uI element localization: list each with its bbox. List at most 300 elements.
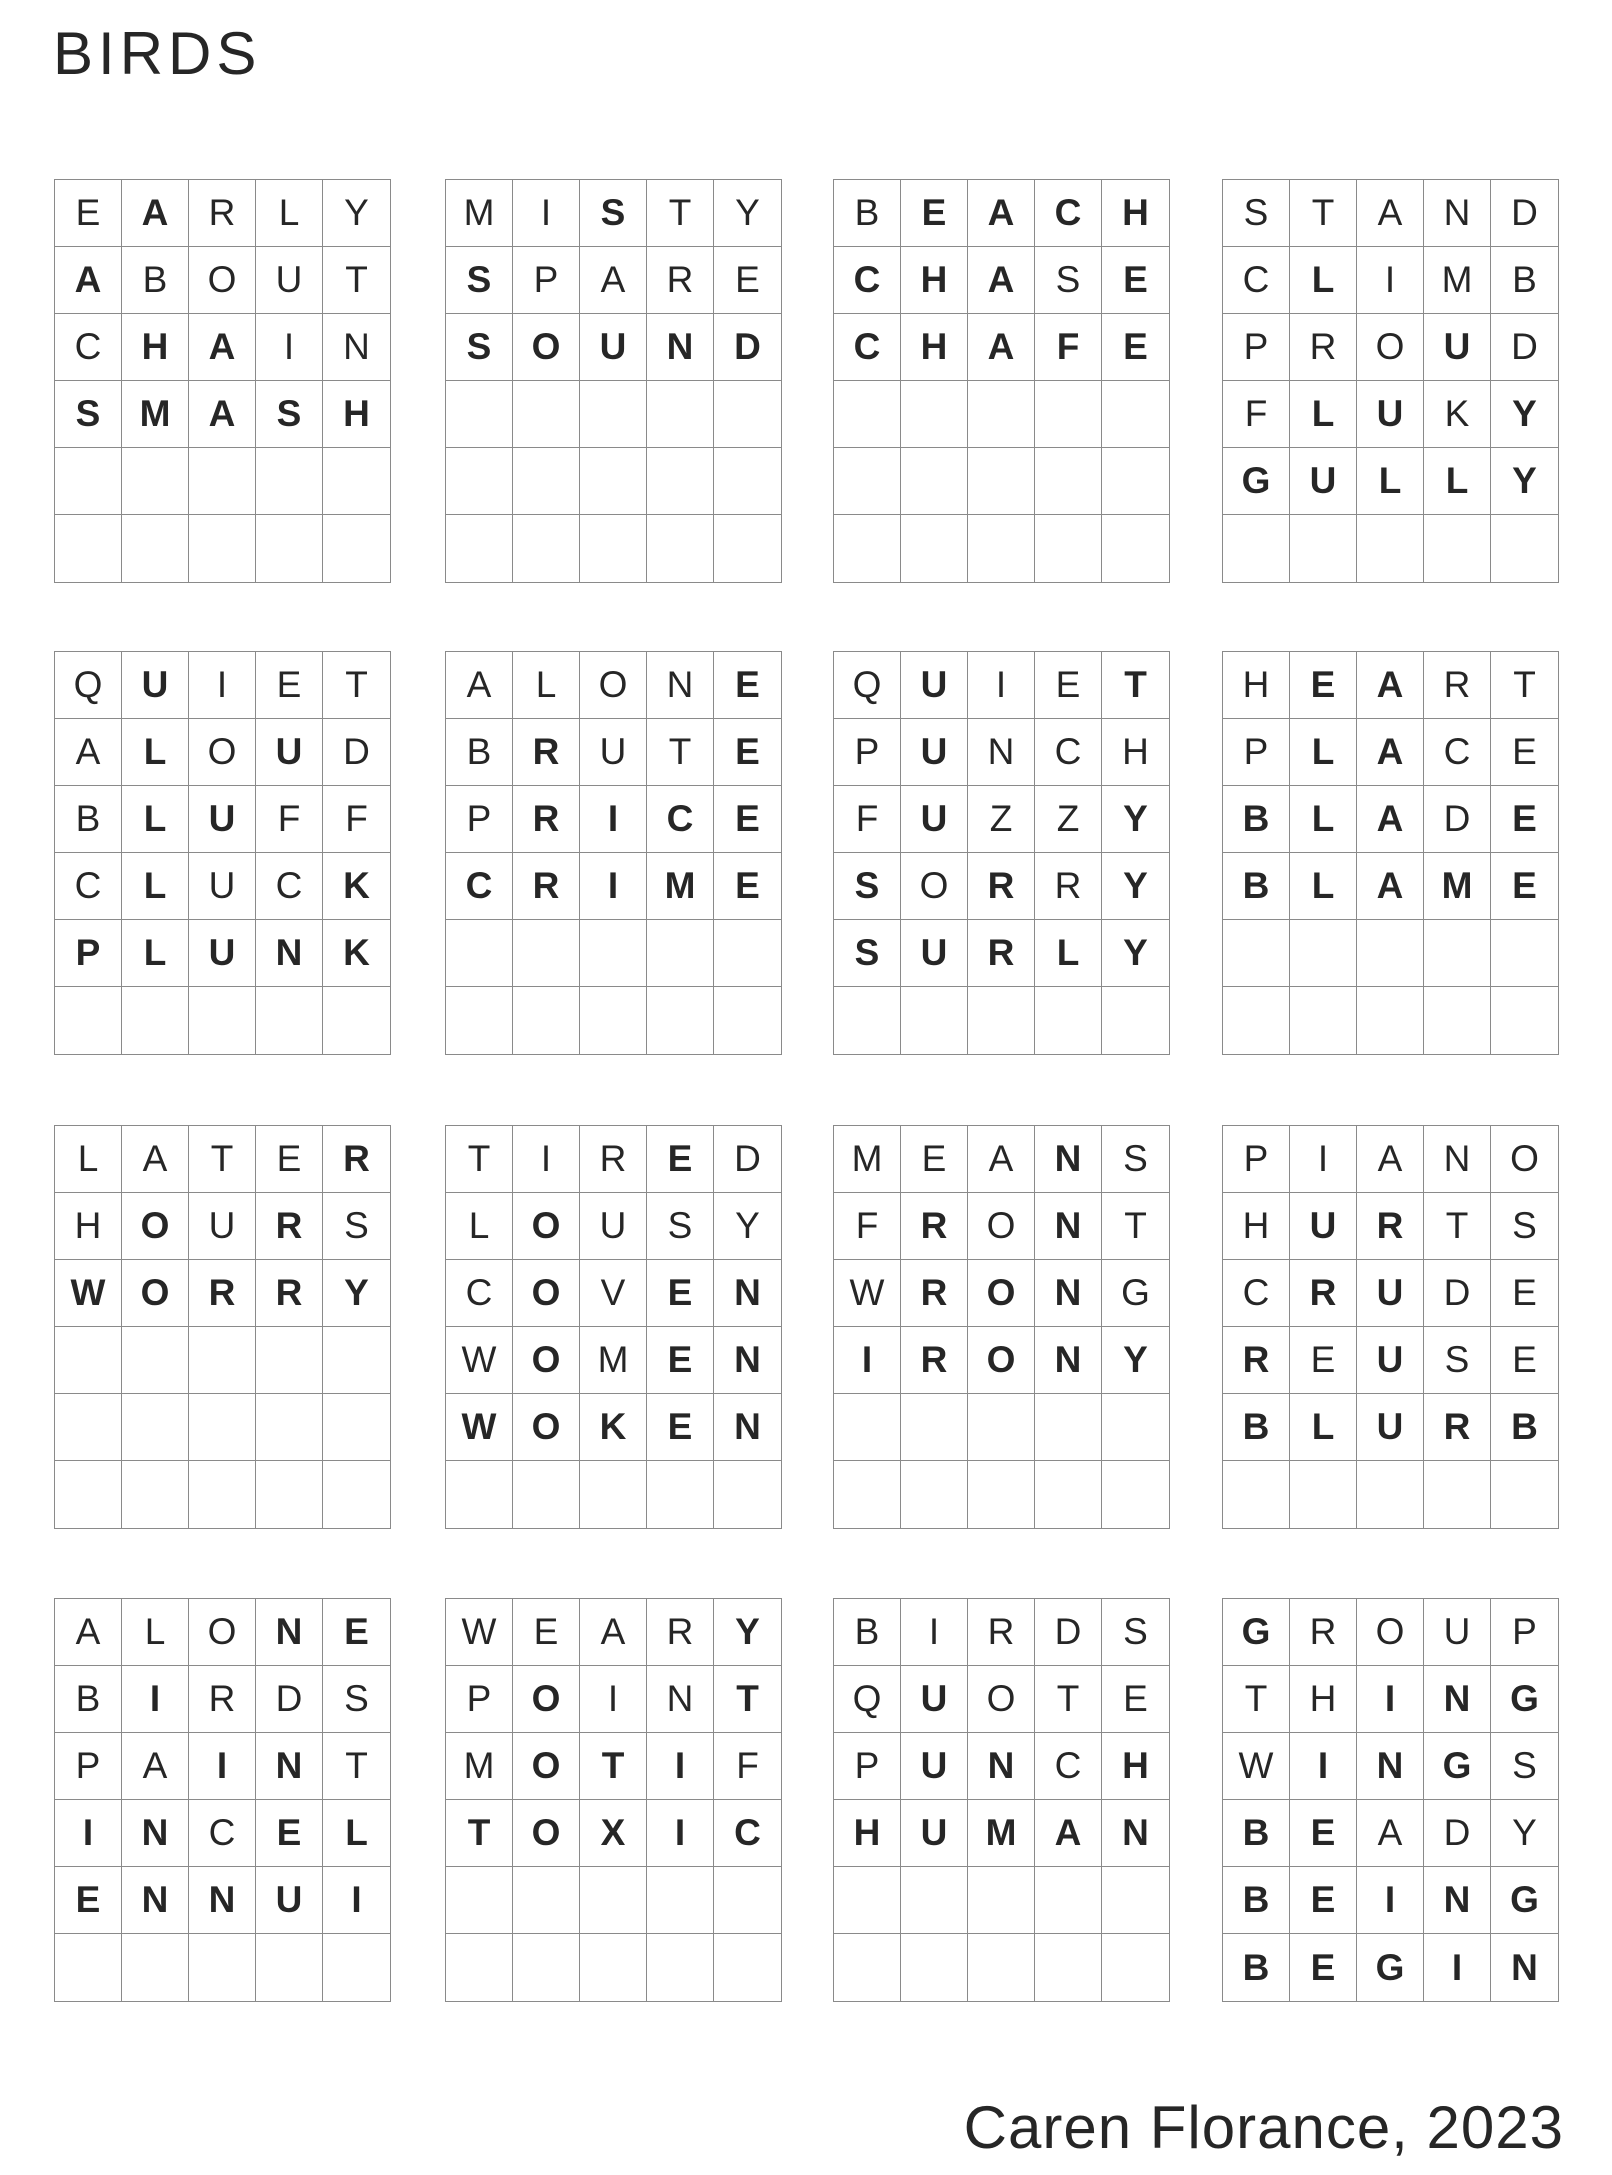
letter-cell: H [323,381,390,448]
letter-cell: M [647,853,714,920]
letter-cell [513,515,580,582]
letter-cell [647,1461,714,1528]
letter-cell: L [1357,448,1424,515]
letter-cell: A [580,247,647,314]
letter-cell [1491,987,1558,1054]
letter-cell: I [647,1800,714,1867]
letter-cell: Y [1491,1800,1558,1867]
letter-cell: D [1424,1260,1491,1327]
letter-cell: E [647,1260,714,1327]
letter-cell [1102,1394,1169,1461]
letter-cell: I [968,652,1035,719]
letter-cell: S [55,381,122,448]
letter-cell: E [714,719,781,786]
letter-cell [647,1867,714,1934]
letter-cell [446,920,513,987]
letter-cell: F [256,786,323,853]
letter-cell: N [1035,1260,1102,1327]
letter-cell: E [647,1126,714,1193]
letter-cell [714,448,781,515]
letter-cell: E [55,180,122,247]
letter-cell: C [1035,180,1102,247]
letter-cell [647,987,714,1054]
letter-cell: K [580,1394,647,1461]
letter-cell: O [968,1260,1035,1327]
letter-cell: N [256,1733,323,1800]
puzzle-grid-10 [445,1125,782,1529]
letter-cell: G [1491,1666,1558,1733]
letter-cell: L [122,719,189,786]
letter-cell: O [513,1327,580,1394]
letter-cell [1102,515,1169,582]
letter-cell: E [256,1126,323,1193]
letter-cell: U [189,786,256,853]
letter-cell: D [1491,180,1558,247]
letter-cell: N [968,719,1035,786]
letter-cell: F [1035,314,1102,381]
letter-cell: S [647,1193,714,1260]
letter-cell: R [968,920,1035,987]
letter-cell [122,1461,189,1528]
letter-cell [647,448,714,515]
puzzle-grid-14 [445,1598,782,2002]
letter-cell [189,1461,256,1528]
letter-cell: E [1491,1260,1558,1327]
letter-cell: E [256,1800,323,1867]
letter-cell: F [1223,381,1290,448]
letter-cell: N [647,652,714,719]
letter-cell [256,1461,323,1528]
letter-cell: H [1223,1193,1290,1260]
letter-cell: Y [1102,853,1169,920]
letter-cell: R [189,1260,256,1327]
letter-cell: I [256,314,323,381]
letter-cell: A [1357,786,1424,853]
letter-cell: E [1035,652,1102,719]
letter-cell: D [256,1666,323,1733]
letter-cell: U [1290,1193,1357,1260]
letter-cell: K [323,920,390,987]
letter-cell: E [714,652,781,719]
letter-cell: B [55,1666,122,1733]
letter-cell [580,920,647,987]
puzzle-grid-16 [1222,1598,1559,2002]
letter-cell: U [189,1193,256,1260]
letter-cell: T [189,1126,256,1193]
letter-cell: F [834,1193,901,1260]
letter-cell: I [834,1327,901,1394]
letter-cell [1035,381,1102,448]
letter-cell: G [1223,448,1290,515]
letter-cell [1290,1461,1357,1528]
letter-cell: A [968,180,1035,247]
letter-cell: E [1290,652,1357,719]
letter-cell [1223,987,1290,1054]
letter-cell: W [446,1599,513,1666]
letter-cell: E [647,1327,714,1394]
letter-cell: M [968,1800,1035,1867]
letter-cell [968,1394,1035,1461]
letter-cell [1035,1461,1102,1528]
letter-cell: R [647,247,714,314]
letter-cell: W [834,1260,901,1327]
letter-cell [189,448,256,515]
letter-cell: O [968,1193,1035,1260]
letter-cell: U [256,1867,323,1934]
letter-cell [446,987,513,1054]
letter-cell: A [968,247,1035,314]
letter-cell [834,987,901,1054]
letter-cell: Y [714,180,781,247]
letter-cell: G [1223,1599,1290,1666]
letter-cell: O [189,247,256,314]
letter-cell: A [968,314,1035,381]
letter-cell [446,381,513,448]
letter-cell: S [323,1193,390,1260]
letter-cell: A [189,381,256,448]
puzzle-grid-3 [833,179,1170,583]
letter-cell: B [1223,1394,1290,1461]
letter-cell [901,1934,968,2001]
letter-cell: Y [323,180,390,247]
letter-cell [901,1461,968,1528]
letter-cell: P [834,719,901,786]
letter-cell [446,448,513,515]
letter-cell [1102,381,1169,448]
letter-cell: N [122,1867,189,1934]
puzzle-grid-6 [445,651,782,1055]
letter-cell [256,515,323,582]
letter-cell: S [1223,180,1290,247]
letter-cell: I [513,1126,580,1193]
letter-cell: U [1357,1327,1424,1394]
letter-cell: E [323,1599,390,1666]
letter-cell: E [1290,1327,1357,1394]
letter-cell: O [513,1800,580,1867]
letter-cell: D [1035,1599,1102,1666]
letter-cell: R [1290,1599,1357,1666]
letter-cell: R [1290,1260,1357,1327]
letter-cell: M [1424,853,1491,920]
letter-cell [968,1867,1035,1934]
letter-cell [1290,515,1357,582]
letter-cell: I [1290,1733,1357,1800]
letter-cell: S [834,853,901,920]
letter-cell: E [1102,314,1169,381]
letter-cell: I [189,652,256,719]
letter-cell: Q [55,652,122,719]
letter-cell: D [714,1126,781,1193]
letter-cell: P [1223,314,1290,381]
letter-cell [122,1327,189,1394]
letter-cell: U [901,1666,968,1733]
letter-cell: L [1290,1394,1357,1461]
letter-cell: Y [1102,786,1169,853]
letter-cell: D [1424,1800,1491,1867]
letter-cell [647,1934,714,2001]
letter-cell: N [189,1867,256,1934]
letter-cell [968,448,1035,515]
letter-cell: E [1491,853,1558,920]
letter-cell [714,515,781,582]
letter-cell [1035,987,1102,1054]
letter-cell: U [256,247,323,314]
letter-cell: R [513,786,580,853]
letter-cell: C [1223,1260,1290,1327]
letter-cell: T [1491,652,1558,719]
letter-cell [256,987,323,1054]
letter-cell: L [1035,920,1102,987]
letter-cell: S [1102,1126,1169,1193]
letter-cell: T [1102,1193,1169,1260]
letter-cell: P [1223,719,1290,786]
letter-cell: R [968,1599,1035,1666]
letter-cell: L [122,1599,189,1666]
letter-cell: V [580,1260,647,1327]
letter-cell: L [122,920,189,987]
letter-cell: C [256,853,323,920]
letter-cell: P [55,920,122,987]
letter-cell [834,1934,901,2001]
letter-cell: U [189,920,256,987]
letter-cell: O [122,1260,189,1327]
letter-cell: R [1357,1193,1424,1260]
letter-cell: R [901,1327,968,1394]
letter-cell [1102,1867,1169,1934]
letter-cell [513,381,580,448]
letter-cell: P [55,1733,122,1800]
letter-cell: A [122,1126,189,1193]
letter-cell: U [1357,1394,1424,1461]
letter-cell [1357,1461,1424,1528]
letter-cell: S [834,920,901,987]
puzzle-grid-13 [54,1598,391,2002]
letter-cell [580,448,647,515]
letter-cell: T [446,1800,513,1867]
letter-cell: S [1035,247,1102,314]
letter-cell [968,515,1035,582]
letter-cell [122,1934,189,2001]
letter-cell [323,1394,390,1461]
letter-cell [513,987,580,1054]
letter-cell [714,1934,781,2001]
letter-cell: T [446,1126,513,1193]
letter-cell: I [580,786,647,853]
letter-cell: L [55,1126,122,1193]
letter-cell: E [901,180,968,247]
letter-cell: W [446,1327,513,1394]
letter-cell: U [1357,1260,1424,1327]
letter-cell: R [513,719,580,786]
letter-cell [323,515,390,582]
letter-cell: Y [1102,1327,1169,1394]
letter-cell: I [1424,1934,1491,2001]
letter-cell: R [1290,314,1357,381]
letter-cell: N [714,1260,781,1327]
letter-cell: U [901,652,968,719]
letter-cell: I [1357,1666,1424,1733]
letter-cell: T [1223,1666,1290,1733]
letter-cell [323,987,390,1054]
letter-cell: S [1424,1327,1491,1394]
letter-cell: I [189,1733,256,1800]
letter-cell: R [1424,1394,1491,1461]
puzzle-grid-7 [833,651,1170,1055]
letter-cell: L [1290,247,1357,314]
letter-cell: C [834,314,901,381]
letter-cell: G [1491,1867,1558,1934]
letter-cell [1035,1934,1102,2001]
letter-cell: I [323,1867,390,1934]
letter-cell: H [1102,719,1169,786]
letter-cell [1035,515,1102,582]
letter-cell: D [1424,786,1491,853]
letter-cell: A [1357,180,1424,247]
letter-cell: O [189,1599,256,1666]
letter-cell: R [1424,652,1491,719]
letter-cell: O [513,1394,580,1461]
letter-cell [834,1461,901,1528]
letter-cell [122,987,189,1054]
letter-cell: P [1223,1126,1290,1193]
letter-cell [55,1327,122,1394]
letter-cell [580,515,647,582]
letter-cell [1424,987,1491,1054]
letter-cell: A [55,719,122,786]
letter-cell: R [1223,1327,1290,1394]
letter-cell: E [714,853,781,920]
puzzle-grid-12 [1222,1125,1559,1529]
letter-cell: U [901,920,968,987]
letter-cell [513,448,580,515]
letter-cell [1223,1461,1290,1528]
letter-cell: I [901,1599,968,1666]
letter-cell: H [1102,1733,1169,1800]
letter-cell: I [513,180,580,247]
letter-cell [834,1394,901,1461]
letter-cell [968,987,1035,1054]
letter-cell: N [714,1394,781,1461]
letter-cell: N [256,920,323,987]
letter-cell [189,1327,256,1394]
letter-cell: T [647,719,714,786]
letter-cell: S [1491,1733,1558,1800]
letter-cell: P [446,786,513,853]
letter-cell [580,1934,647,2001]
letter-cell: P [1491,1599,1558,1666]
letter-cell: E [1290,1867,1357,1934]
letter-cell [647,381,714,448]
letter-cell: E [1491,719,1558,786]
letter-cell: E [1102,1666,1169,1733]
letter-cell [714,987,781,1054]
letter-cell: H [1102,180,1169,247]
letter-cell: F [323,786,390,853]
letter-cell [513,1461,580,1528]
letter-cell [256,1327,323,1394]
letter-cell: L [1290,719,1357,786]
letter-cell: I [55,1800,122,1867]
letter-cell: A [122,180,189,247]
letter-cell: W [446,1394,513,1461]
letter-cell: R [513,853,580,920]
letter-cell: O [901,853,968,920]
letter-cell: B [1223,786,1290,853]
letter-cell [189,987,256,1054]
letter-cell: E [714,247,781,314]
letter-cell: K [1424,381,1491,448]
letter-cell [55,515,122,582]
letter-cell: U [580,1193,647,1260]
letter-cell: G [1357,1934,1424,2001]
letter-cell: U [901,719,968,786]
letter-cell: R [901,1193,968,1260]
letter-cell: U [901,1800,968,1867]
letter-cell [1102,1461,1169,1528]
letter-cell: R [580,1126,647,1193]
letter-cell: A [1357,652,1424,719]
letter-cell: L [122,853,189,920]
letter-cell: L [323,1800,390,1867]
letter-cell: O [513,1666,580,1733]
letter-cell [647,515,714,582]
letter-cell: E [1491,786,1558,853]
letter-cell [1035,448,1102,515]
letter-cell: I [1290,1126,1357,1193]
letter-cell: A [1357,853,1424,920]
letter-cell: O [1491,1126,1558,1193]
letter-cell [1223,515,1290,582]
letter-cell [513,1934,580,2001]
letter-cell: A [446,652,513,719]
letter-cell [55,1934,122,2001]
letter-cell [446,1461,513,1528]
letter-cell [122,515,189,582]
letter-cell: K [323,853,390,920]
letter-cell: L [446,1193,513,1260]
letter-cell: O [513,1733,580,1800]
letter-cell: A [1357,719,1424,786]
letter-cell: E [714,786,781,853]
letter-cell [1035,1867,1102,1934]
letter-cell: U [1424,314,1491,381]
letter-cell [323,1327,390,1394]
letter-cell [446,515,513,582]
letter-cell: R [968,853,1035,920]
letter-cell [1491,515,1558,582]
letter-cell [1357,515,1424,582]
letter-cell [256,1394,323,1461]
letter-cell [256,1934,323,2001]
letter-cell [901,448,968,515]
letter-cell: T [714,1666,781,1733]
letter-cell: N [647,1666,714,1733]
letter-cell [1102,987,1169,1054]
letter-cell: I [647,1733,714,1800]
letter-cell: Q [834,1666,901,1733]
letter-cell: E [901,1126,968,1193]
letter-cell [1357,987,1424,1054]
letter-cell: M [446,1733,513,1800]
letter-cell [323,1461,390,1528]
letter-cell: I [580,853,647,920]
letter-cell: C [834,247,901,314]
letter-cell: H [901,314,968,381]
letter-cell: T [323,652,390,719]
letter-cell: O [189,719,256,786]
letter-cell: M [446,180,513,247]
letter-cell [1491,920,1558,987]
